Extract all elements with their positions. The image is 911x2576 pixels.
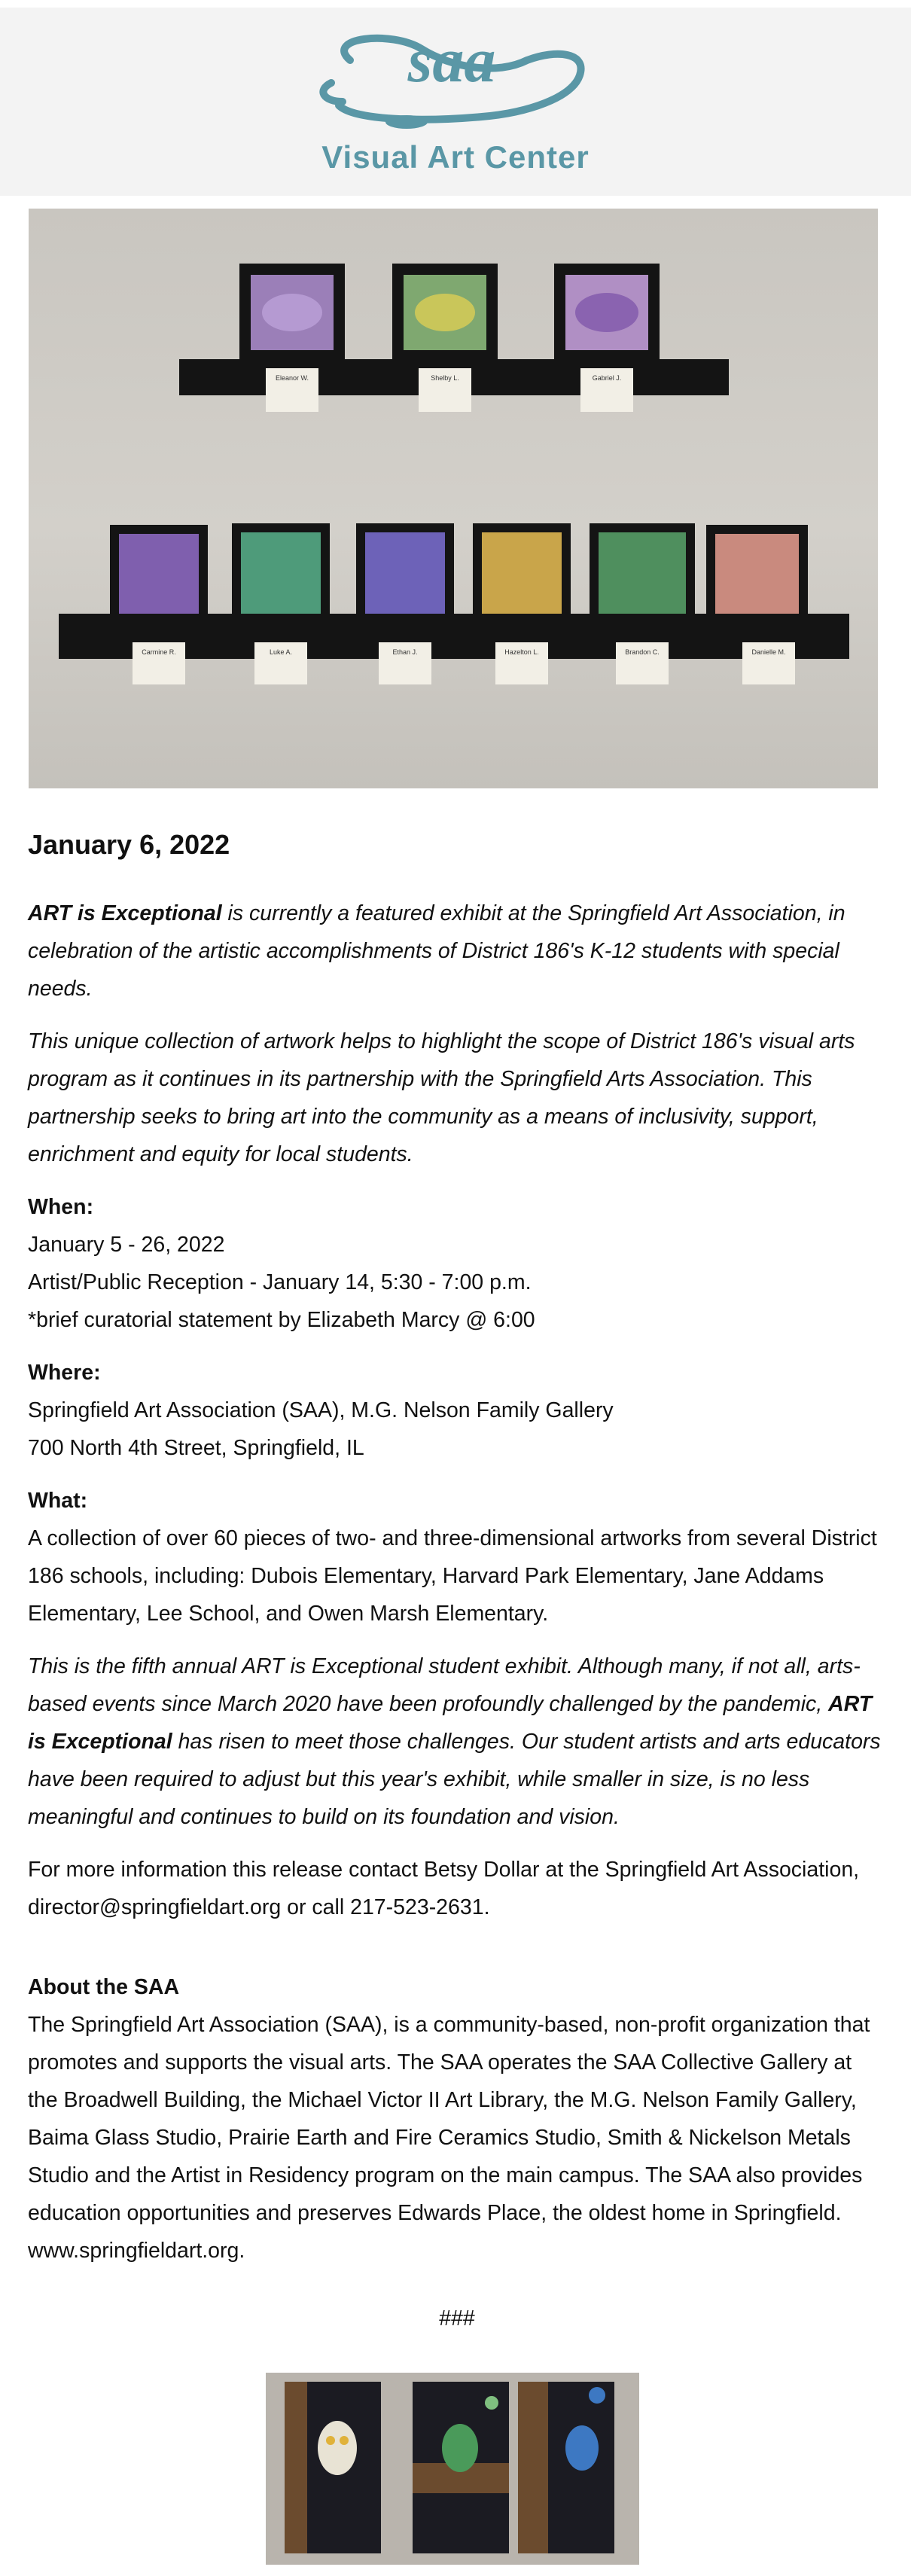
what-label: What:	[28, 1489, 88, 1513]
logo-wordmark: Visual Art Center	[321, 139, 590, 175]
about-text: The Springfield Art Association (SAA), is a community-based, non-profit organization that promotes and supports the visual arts. The SAA operates the SAA Collective Gallery at the Broadwell Building, the Michael Victor II Art Library, the M.G. Nelson Family Gallery, Baima Glass Studio, Prairie Earth and Fire Ceramics Studio, Smith & Nickelson Metals Studio and the Artist in Residency program on the main campus. The SAA also provides education opportunities and preserves Edwards Place, the oldest home in Springfield. www.springfieldart.org.	[28, 2013, 870, 2263]
what-section	[28, 1482, 886, 1632]
intro-paragraph: ART is Exceptional is currently a featured exhibit at the Springfield Art Association, in celebration of the artistic accomplishments of District 186's K-12 students with special needs.	[28, 901, 845, 1001]
placard-2: Shelby L.	[431, 374, 459, 382]
when-label: When:	[28, 1195, 94, 1219]
placard-6: Ethan J.	[392, 648, 418, 656]
when-section	[28, 1188, 886, 1339]
site-header	[0, 8, 911, 196]
when-dates: January 5 - 26, 2022	[28, 1233, 225, 1257]
exhibit-photo	[29, 209, 878, 788]
where-label: Where:	[28, 1361, 101, 1385]
article-body	[28, 828, 886, 2337]
end-mark: ###	[439, 2306, 475, 2331]
top-shelf-frames	[239, 264, 660, 365]
placard-4: Carmine R.	[142, 648, 176, 656]
contact-paragraph: For more information this release contact Betsy Dollar at the Springfield Art Association, director@springfieldart.org or call 217-523-2631.	[28, 1858, 860, 1919]
where-venue: Springfield Art Association (SAA), M.G. Nelson Family Gallery	[28, 1398, 614, 1422]
placard-7: Hazelton L.	[504, 648, 539, 656]
where-address: 700 North 4th Street, Springfield, IL	[28, 1436, 364, 1460]
when-statement: *brief curatorial statement by Elizabeth Marcy @ 6:00	[28, 1308, 535, 1332]
bottom-shelf-frames	[110, 523, 808, 623]
placard-1: Eleanor W.	[275, 374, 309, 382]
placard-9: Danielle M.	[751, 648, 786, 656]
placard-8: Brandon C.	[625, 648, 660, 656]
what-text: A collection of over 60 pieces of two- and three-dimensional artworks from several District 186 schools, including: Dubois Elementary, Harvard Park Elementary, Jane Addams Elementary, Lee School, and Owen Marsh Elementary.	[28, 1526, 877, 1626]
logo-script-text: saa	[407, 26, 496, 96]
where-section	[28, 1354, 886, 1467]
about-section	[28, 1968, 886, 2270]
exhibit-name: ART is Exceptional	[28, 901, 222, 925]
exhibit-name-inline: ART is Exceptional	[28, 1692, 873, 1754]
when-reception: Artist/Public Reception - January 14, 5:30 - 7:00 p.m.	[28, 1270, 532, 1294]
article-date: January 6, 2022	[28, 829, 230, 860]
fifth-annual-paragraph: This is the fifth annual ART is Exceptional student exhibit. Although many, if not all, arts-based events since March 2020 have been profoundly challenged by the pandemic, ART is Exceptional has risen to meet those challenges. Our student artists and arts educators have been required to adjust but this year's exhibit, while smaller in size, is no less meaningful and continues to build on its foundation and vision.	[28, 1654, 881, 1829]
about-heading: About the SAA	[28, 1975, 180, 1999]
owl-artwork-illustration	[266, 2373, 639, 2565]
placard-3: Gabriel J.	[592, 374, 622, 382]
owl-artwork-photo	[266, 2373, 639, 2565]
unique-paragraph: This unique collection of artwork helps to highlight the scope of District 186's visual arts program as it continues in its partnership with the Springfield Arts Association. This partnership seeks to bring art into the community as a means of inclusivity, support, enrichment and equity for local students.	[28, 1029, 855, 1166]
placard-5: Luke A.	[269, 648, 293, 656]
exhibit-photo-illustration	[29, 209, 878, 788]
